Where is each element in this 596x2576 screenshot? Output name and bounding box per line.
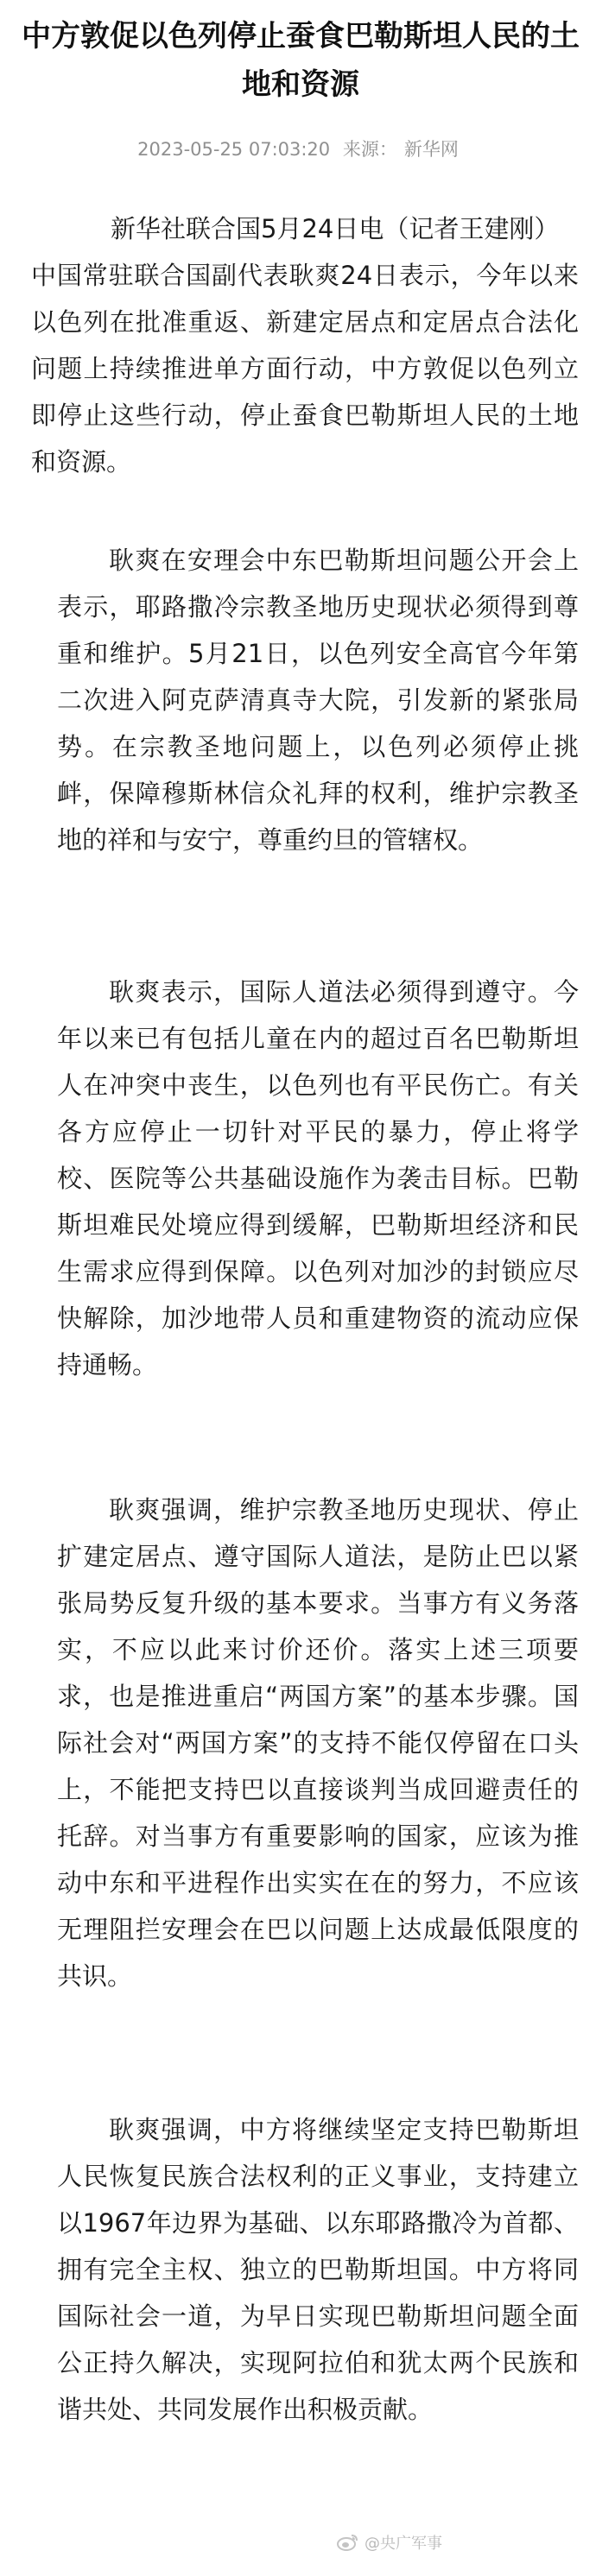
- paragraph: 耿爽强调，维护宗教圣地历史现状、停止扩建定居点、遵守国际人道法，是防止巴以紧张局势反复升级的基本要求。当事方有义务落实，不应以此来讨价还价。落实上述三项要求，也是推进重启“两国方案”的基本步骤。国际社会对“两国方案”的支持不能仅停留在口头上，不能把支持巴以直接谈判当成回避责任的托辞。对当事方有重要影响的国家，应该为推动中东和平进程作出实实在在的努力，不应该无理阻拦安理会在巴以问题上达成最低限度的共识。: [57, 1495, 579, 1991]
- lead-body: 中国常驻联合国副代表耿爽24日表示，今年以来以色列在批准重返、新建定居点和定居点合法化问题上持续推进单方面行动，中方敦促以色列立即停止这些行动，停止蚕食巴勒斯坦人民的土地和资源。: [31, 261, 579, 477]
- weibo-logo-icon: [337, 2533, 359, 2552]
- paragraph: 耿爽在安理会中东巴勒斯坦问题公开会上表示，耶路撒冷宗教圣地历史现状必须得到尊重和维护。5月21日，以色列安全高官今年第二次进入阿克萨清真寺大院，引发新的紧张局势。在宗教圣地问题上，以色列必须停止挑衅，保障穆斯林信众礼拜的权利，维护宗教圣地的祥和与安宁，尊重约旦的管辖权。: [57, 546, 579, 855]
- source-label: 来源：: [342, 139, 397, 160]
- weibo-watermark: [337, 2531, 442, 2554]
- publish-date: 2023-05-25 07:03:20: [137, 139, 331, 160]
- article-title: 中方敦促以色列停止蚕食巴勒斯坦人民的土地和资源: [22, 19, 580, 102]
- article-meta: [0, 136, 596, 162]
- watermark-text: @央广军事: [365, 2535, 442, 2553]
- paragraph: 耿爽强调，中方将继续坚定支持巴勒斯坦人民恢复民族合法权利的正义事业，支持建立以1967年边界为基础、以东耶路撒冷为首都、拥有完全主权、独立的巴勒斯坦国。中方将同国际社会一道，为早日实现巴勒斯坦问题全面公正持久解决，实现阿拉伯和犹太两个民族和谐共处、共同发展作出积极贡献。: [57, 2115, 579, 2424]
- paragraph: 耿爽表示，国际人道法必须得到遵守。今年以来已有包括儿童在内的超过百名巴勒斯坦人在冲突中丧生，以色列也有平民伤亡。有关各方应停止一切针对平民的暴力，停止将学校、医院等公共基础设施作为袭击目标。巴勒斯坦难民处境应得到缓解，巴勒斯坦经济和民生需求应得到保障。以色列对加沙的封锁应尽快解除，加沙地带人员和重建物资的流动应保持通畅。: [57, 977, 579, 1380]
- source-name: 新华网: [403, 139, 459, 160]
- paragraph-lead: [31, 205, 579, 485]
- lead-dateline: 新华社联合国5月24日电（记者王建刚）: [111, 214, 560, 243]
